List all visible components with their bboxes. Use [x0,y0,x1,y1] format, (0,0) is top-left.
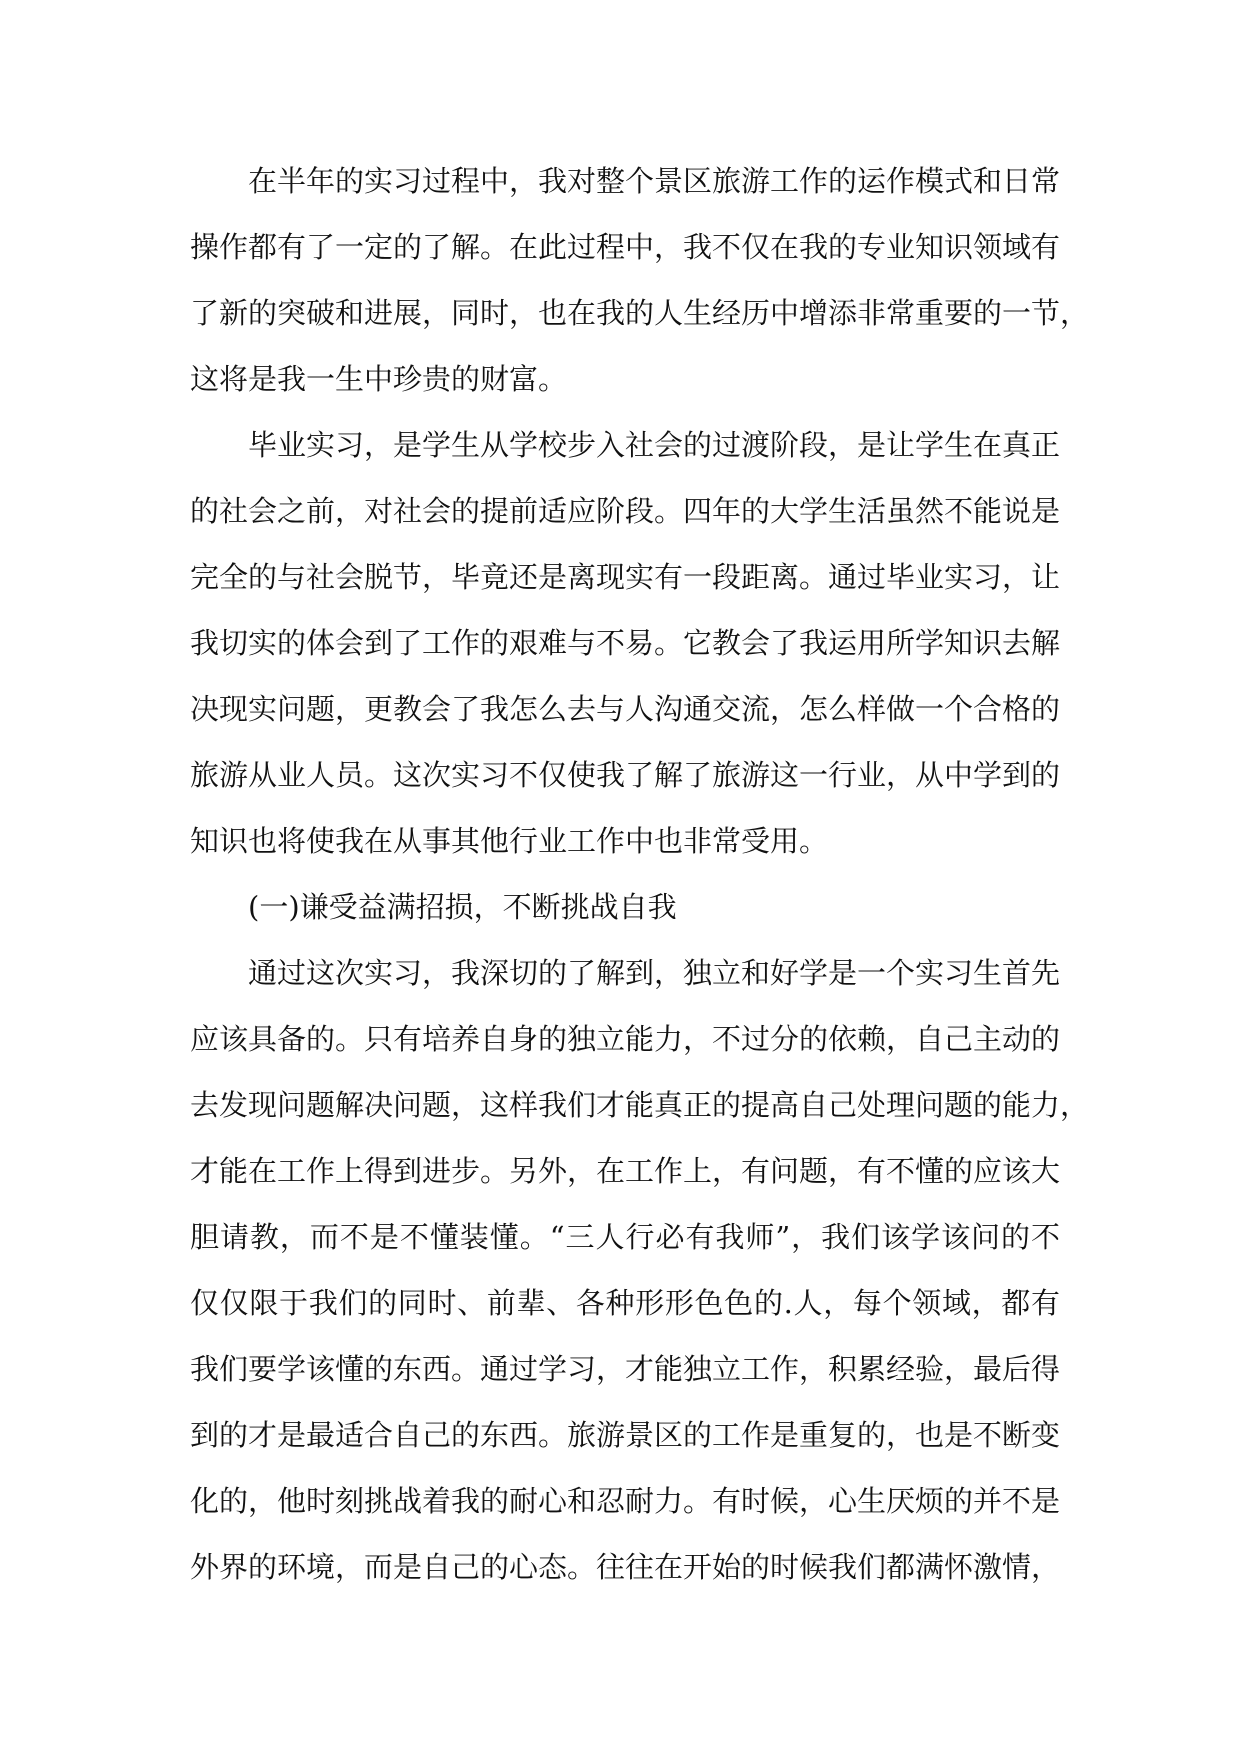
body-text [190,160,1090,1612]
text-line: 去发现问题解决问题，这样我们才能真正的提高自己处理问题的能力， [190,1088,1090,1122]
text-line: (一)谦受益满招损，不断挑战自我 [248,890,677,924]
text-line: 了新的突破和进展，同时，也在我的人生经历中增添非常重要的一节， [190,296,1090,330]
text-line: 知识也将使我在从事其他行业工作中也非常受用。 [190,824,829,858]
text-line: 到的才是最适合自己的东西。旅游景区的工作是重复的，也是不断变 [190,1418,1061,1452]
text-line: 胆请教，而不是不懂装懂。“三人行必有我师”，我们该学该问的不 [190,1220,1061,1254]
text-line: 在半年的实习过程中，我对整个景区旅游工作的运作模式和日常 [248,164,1061,198]
text-line: 这将是我一生中珍贵的财富。 [190,362,568,396]
text-line: 我切实的体会到了工作的艰难与不易。它教会了我运用所学知识去解 [190,626,1061,660]
text-line: 通过这次实习，我深切的了解到，独立和好学是一个实习生首先 [248,956,1061,990]
text-line: 化的，他时刻挑战着我的耐心和忍耐力。有时候，心生厌烦的并不是 [190,1484,1061,1518]
text-line: 的社会之前，对社会的提前适应阶段。四年的大学生活虽然不能说是 [190,494,1061,528]
text-line: 决现实问题，更教会了我怎么去与人沟通交流，怎么样做一个合格的 [190,692,1061,726]
text-line: 旅游从业人员。这次实习不仅使我了解了旅游这一行业，从中学到的 [190,758,1061,792]
text-line: 操作都有了一定的了解。在此过程中，我不仅在我的专业知识领域有 [190,230,1061,264]
text-line: 外界的环境，而是自己的心态。往往在开始的时候我们都满怀激情， [190,1550,1061,1584]
text-line: 完全的与社会脱节，毕竟还是离现实有一段距离。通过毕业实习，让 [190,560,1061,594]
text-line: 才能在工作上得到进步。另外，在工作上，有问题，有不懂的应该大 [190,1154,1061,1188]
text-line: 毕业实习，是学生从学校步入社会的过渡阶段，是让学生在真正 [248,428,1061,462]
text-line: 仅仅限于我们的同时、前辈、各种形形色色的.人，每个领域，都有 [190,1286,1061,1320]
text-line: 我们要学该懂的东西。通过学习，才能独立工作，积累经验，最后得 [190,1352,1061,1386]
text-line: 应该具备的。只有培养自身的独立能力，不过分的依赖，自己主动的 [190,1022,1061,1056]
